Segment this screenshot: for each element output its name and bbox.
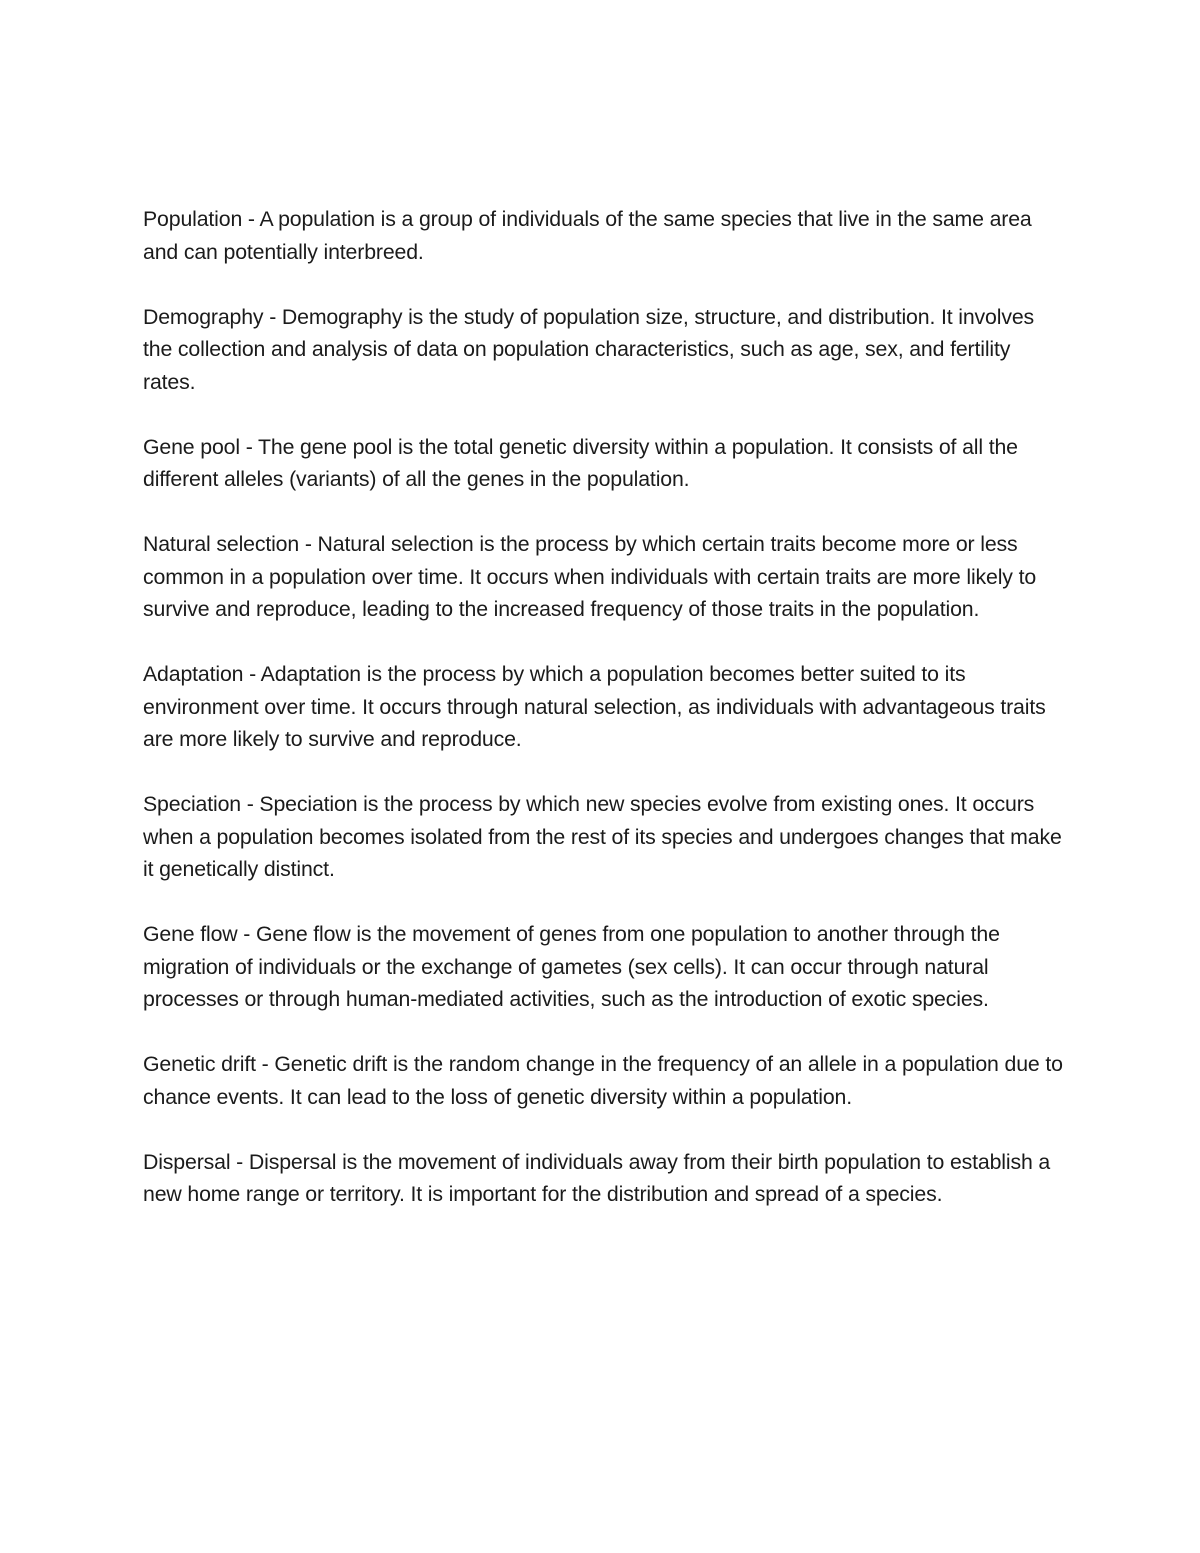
document-body [143,203,1068,1243]
definition-gene-pool: Gene pool - The gene pool is the total genetic diversity within a population. It consists of all the different alleles (variants) of all the genes in the population. [143,434,1018,491]
definition-demography: Demography - Demography is the study of population size, structure, and distribution. It involves the collection and analysis of data on population characteristics, such as age, sex, and fertility rates. [143,304,1035,394]
definition-genetic-drift: Genetic drift - Genetic drift is the random change in the frequency of an allele in a population due to chance events. It can lead to the loss of genetic diversity within a population. [143,1052,1063,1109]
definition-natural-selection: Natural selection - Natural selection is the process by which certain traits become more or less common in a population over time. It occurs when individuals with certain traits are more likely to survive and reproduce, leading to the increased frequency of those traits in the population. [143,532,1037,621]
definition-speciation: Speciation - Speciation is the process by which new species evolve from existing ones. It occurs when a population becomes isolated from the rest of its species and undergoes changes that make it genetically distinct. [143,792,1062,881]
definition-gene-flow: Gene flow - Gene flow is the movement of genes from one population to another through the migration of individuals or the exchange of gametes (sex cells). It can occur through natural processes or through human-mediated activities, such as the introduction of exotic species. [143,922,1000,1011]
definition-adaptation: Adaptation - Adaptation is the process by which a population becomes better suited to its environment over time. It occurs through natural selection, as individuals with advantageous traits are more likely to survive and reproduce. [143,662,1046,751]
definition-population: Population - A population is a group of individuals of the same species that live in the same area and can potentially interbreed. [143,207,1032,264]
definition-dispersal: Dispersal - Dispersal is the movement of individuals away from their birth population to establish a new home range or territory. It is important for the distribution and spread of a species. [143,1149,1051,1206]
